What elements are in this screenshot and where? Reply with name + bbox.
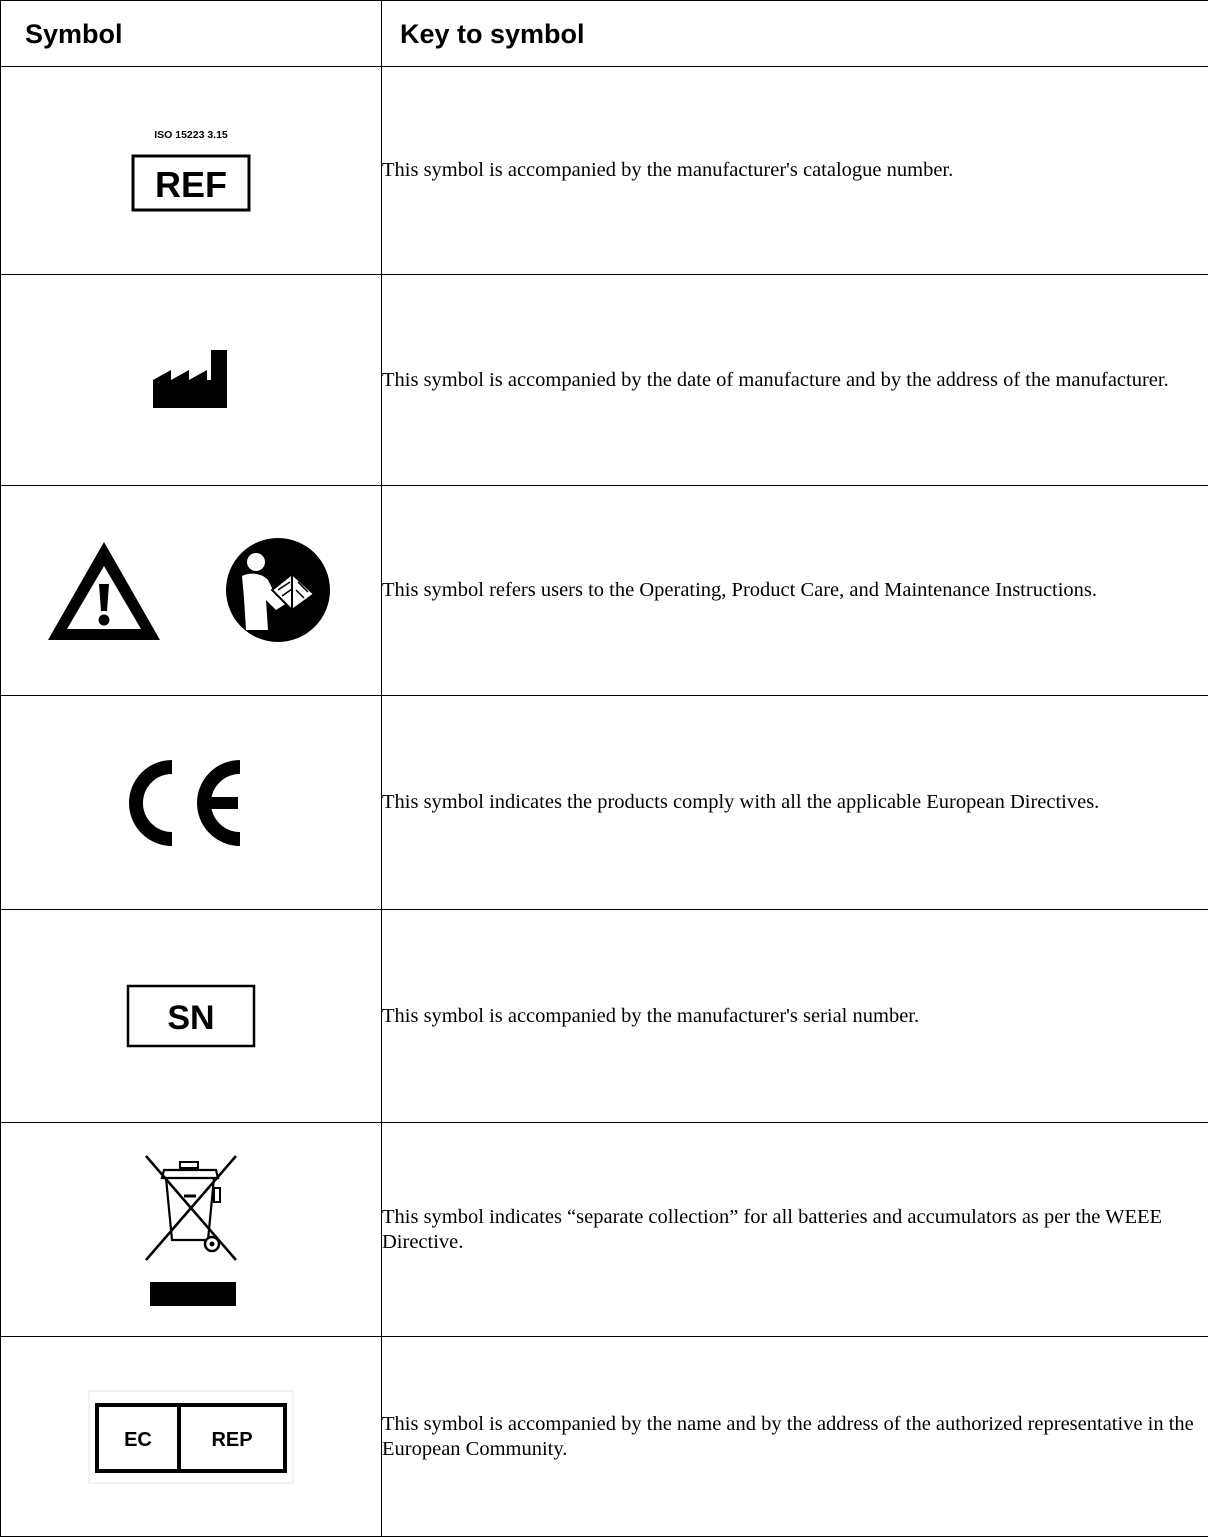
header-key-to-symbol: Key to symbol — [382, 1, 1208, 67]
ref-catalogue-number-icon — [121, 126, 261, 216]
warning-triangle-icon — [48, 542, 160, 640]
table-row — [1, 486, 1208, 696]
key-text: This symbol refers users to the Operating, Product Care, and Maintenance Instructions. — [382, 486, 1208, 696]
ce-mark-icon — [126, 758, 256, 848]
key-text: This symbol indicates “separate collection” for all batteries and accumulators as per the WEEE Directive. — [382, 1123, 1208, 1337]
read-instructions-icon — [226, 538, 330, 642]
weee-crossed-bin-icon — [136, 1150, 246, 1310]
table-row — [1, 67, 1208, 275]
ref-label: REF — [155, 164, 227, 205]
warning-and-read-instructions-icon — [46, 538, 336, 643]
symbol-cell — [1, 910, 382, 1123]
serial-number-icon — [126, 984, 256, 1048]
rep-label: REP — [211, 1429, 252, 1451]
table-row — [1, 910, 1208, 1123]
iso-caption: ISO 15223 3.15 — [154, 129, 228, 141]
key-text: This symbol is accompanied by the manufacturer's catalogue number. — [382, 67, 1208, 275]
key-text: This symbol is accompanied by the name and by the address of the authorized representative in the European Community. — [382, 1337, 1208, 1537]
header-symbol: Symbol — [1, 1, 382, 67]
sn-label: SN — [167, 999, 214, 1037]
table-row — [1, 1337, 1208, 1537]
table-row — [1, 1123, 1208, 1337]
symbol-cell — [1, 275, 382, 486]
key-text: This symbol is accompanied by the date of manufacture and by the address of the manufacturer. — [382, 275, 1208, 486]
symbol-cell — [1, 1123, 382, 1337]
key-text: This symbol is accompanied by the manufacturer's serial number. — [382, 910, 1208, 1123]
symbol-cell — [1, 1337, 382, 1537]
symbol-cell — [1, 67, 382, 275]
table-row — [1, 696, 1208, 910]
ec-rep-icon — [89, 1391, 293, 1483]
symbol-cell — [1, 486, 382, 696]
table-row — [1, 275, 1208, 486]
table-header-row — [1, 1, 1208, 67]
key-text: This symbol indicates the products comply with all the applicable European Directives. — [382, 696, 1208, 910]
symbol-cell — [1, 696, 382, 910]
manufacturer-factory-icon — [151, 350, 231, 410]
ec-label: EC — [124, 1429, 152, 1451]
